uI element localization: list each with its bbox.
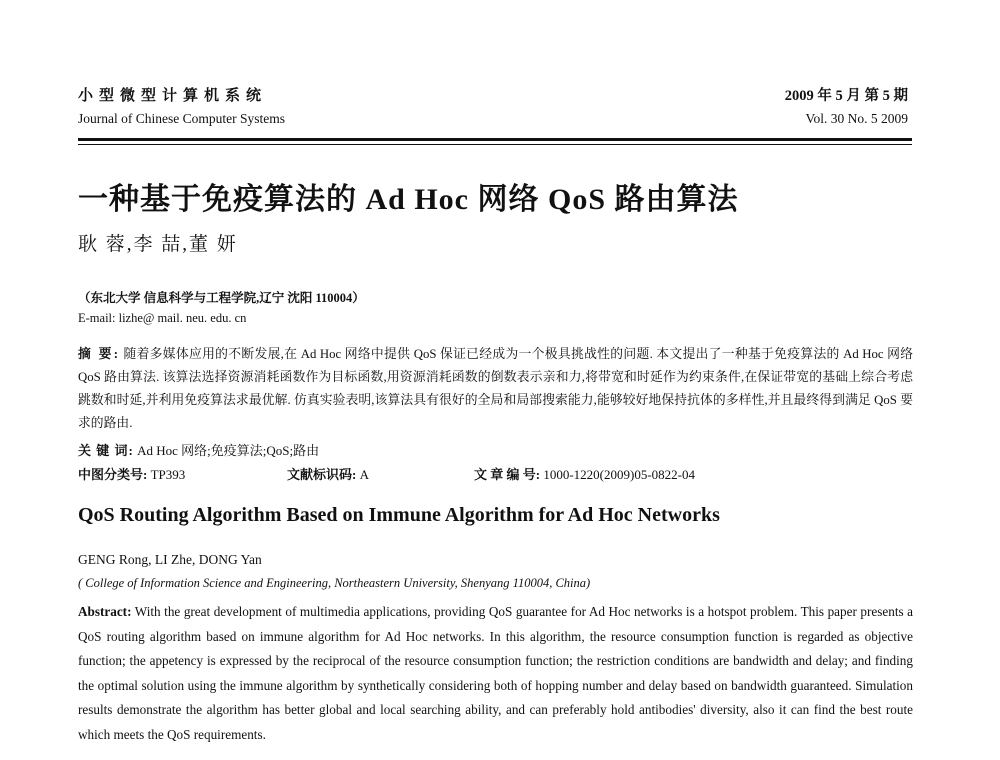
header-rule-thin [78, 144, 912, 145]
article-number-value: 1000-1220(2009)05-0822-04 [543, 467, 695, 482]
affiliation-cn: （东北大学 信息科学与工程学院,辽宁 沈阳 110004） [78, 291, 365, 305]
issue-info-cn: 2009 年 5 月 第 5 期 [784, 88, 908, 104]
journal-name-cn: 小型微型计算机系统 [78, 88, 268, 104]
document-code [287, 465, 369, 485]
affiliation-en: ( College of Information Science and Engineering, Northeastern University, Shenyang 110004, China) [78, 576, 591, 590]
journal-header [78, 86, 285, 128]
keywords-cn-text: Ad Hoc 网络;免疫算法;QoS;路由 [137, 443, 320, 458]
article-number [474, 465, 695, 485]
journal-name-en: Journal of Chinese Computer Systems [78, 111, 285, 126]
issue-header [785, 86, 908, 128]
document-code-label: 文献标识码: [287, 467, 357, 482]
header-rule-thick [78, 138, 912, 141]
abstract-cn-text: 随着多媒体应用的不断发展,在 Ad Hoc 网络中提供 QoS 保证已经成为一个极具挑战性的问题. 本文提出了一种基于免疫算法的 Ad Hoc 网络 QoS 路由算法. 该算法选择资源消耗函数作为目标函数,用资源消耗函数的倒数表示亲和力,将带宽和时延作为约束条件,在保证带宽的基础上综合考虑跳数和时延,并利用免疫算法求最优解. 仿真实验表明,该算法具有很好的全局和局部搜索能力,能够较好地保持抗体的多样性,并且最终得到满足 QoS 要求的路由. [78, 347, 914, 430]
clc-number [78, 467, 185, 482]
abstract-cn-label: 摘 要: [78, 347, 120, 361]
classification-row [78, 465, 913, 485]
clc-value: TP393 [150, 467, 186, 482]
issue-info-en: Vol. 30 No. 5 2009 [805, 111, 908, 126]
article-title-en: QoS Routing Algorithm Based on Immune Algorithm for Ad Hoc Networks [78, 504, 720, 526]
abstract-cn [78, 343, 913, 435]
article-title-cn: 一种基于免疫算法的 Ad Hoc 网络 QoS 路由算法 [78, 183, 739, 216]
keywords-cn-label: 关 键 词: [78, 443, 134, 458]
abstract-en-text: With the great development of multimedia applications, providing QoS guarantee for Ad Hoc networks is a hotspot problem. This paper presents a QoS routing algorithm based on immune algorithm for Ad Hoc networks. In this algorithm, the resource consumption function is regarded as objective function; the appetency is expressed by the reciprocal of the resource consumption function; the restriction conditions are bandwidth and delay; and finding the optimal solution using the immune algorithm by synthetically considering both of hopping number and delay based on bandwidth guaranteed. Simulation results demonstrate the algorithm has better global and local searching ability, and can preferably hold antibodies' diversity, also it can find the best route which meets the QoS requirements. [78, 604, 914, 742]
document-code-value: A [359, 467, 369, 482]
abstract-en [78, 600, 913, 747]
clc-label: 中图分类号: [78, 467, 148, 482]
authors-en: GENG Rong, LI Zhe, DONG Yan [78, 552, 262, 567]
authors-cn: 耿 蓉,李 喆,董 妍 [78, 234, 238, 255]
author-email: E-mail: lizhe@ mail. neu. edu. cn [78, 311, 247, 325]
abstract-en-label: Abstract: [78, 604, 132, 619]
article-number-label: 文 章 编 号: [474, 467, 541, 482]
keywords-cn [78, 441, 319, 461]
